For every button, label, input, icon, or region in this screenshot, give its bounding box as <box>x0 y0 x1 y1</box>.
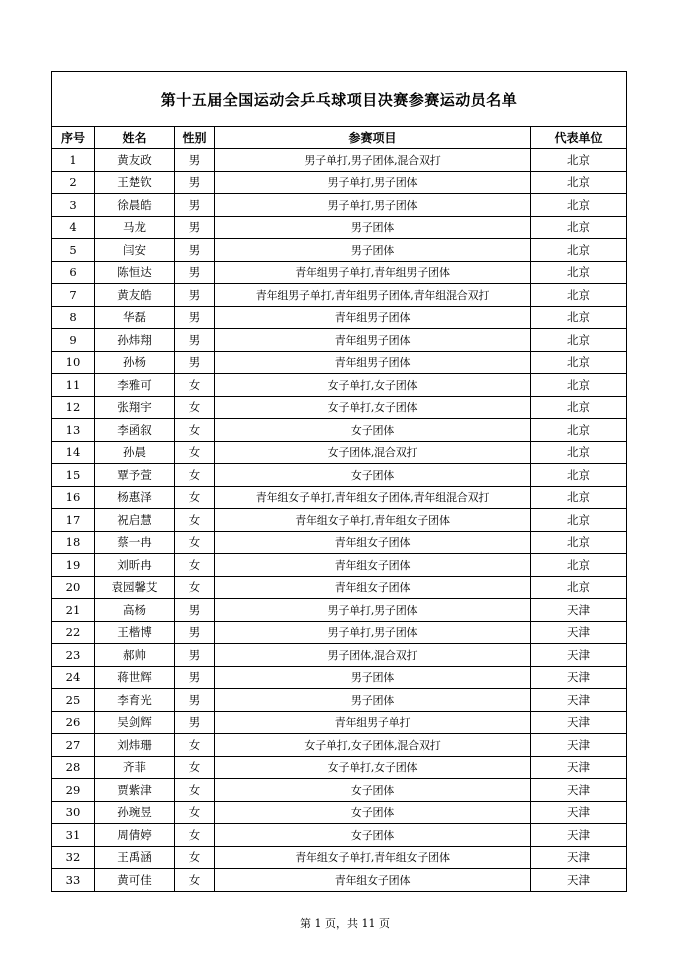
cell-name: 孙晨 <box>95 441 175 464</box>
cell-gender: 男 <box>175 306 215 329</box>
table-row <box>52 306 627 329</box>
cell-events: 女子团体 <box>215 801 531 824</box>
table-row <box>52 284 627 307</box>
cell-name: 高杨 <box>95 599 175 622</box>
cell-index: 9 <box>52 329 95 352</box>
athlete-roster-table <box>51 71 627 892</box>
table-row <box>52 486 627 509</box>
cell-index: 16 <box>52 486 95 509</box>
cell-index: 30 <box>52 801 95 824</box>
table-row <box>52 239 627 262</box>
table-row <box>52 846 627 869</box>
cell-team: 北京 <box>531 531 627 554</box>
cell-name: 黄友皓 <box>95 284 175 307</box>
cell-name: 周倩婷 <box>95 824 175 847</box>
table-row <box>52 216 627 239</box>
cell-index: 5 <box>52 239 95 262</box>
cell-index: 11 <box>52 374 95 397</box>
cell-name: 孙杨 <box>95 351 175 374</box>
cell-name: 王楚钦 <box>95 171 175 194</box>
cell-index: 18 <box>52 531 95 554</box>
cell-gender: 女 <box>175 419 215 442</box>
cell-team: 天津 <box>531 779 627 802</box>
cell-team: 北京 <box>531 239 627 262</box>
cell-team: 天津 <box>531 644 627 667</box>
cell-name: 蔡一冉 <box>95 531 175 554</box>
cell-gender: 女 <box>175 734 215 757</box>
table-row <box>52 329 627 352</box>
table-row <box>52 374 627 397</box>
cell-gender: 男 <box>175 621 215 644</box>
cell-team: 北京 <box>531 554 627 577</box>
cell-index: 19 <box>52 554 95 577</box>
cell-gender: 男 <box>175 329 215 352</box>
cell-name: 袁园馨艾 <box>95 576 175 599</box>
cell-events: 男子单打,男子团体 <box>215 599 531 622</box>
table-row <box>52 779 627 802</box>
cell-index: 28 <box>52 756 95 779</box>
cell-index: 14 <box>52 441 95 464</box>
cell-name: 孙琬昱 <box>95 801 175 824</box>
cell-team: 天津 <box>531 846 627 869</box>
cell-gender: 女 <box>175 509 215 532</box>
cell-events: 男子单打,男子团体 <box>215 621 531 644</box>
cell-gender: 女 <box>175 486 215 509</box>
table-row <box>52 554 627 577</box>
cell-name: 祝启慧 <box>95 509 175 532</box>
cell-team: 北京 <box>531 171 627 194</box>
cell-events: 青年组男子单打,青年组男子团体,青年组混合双打 <box>215 284 531 307</box>
cell-gender: 女 <box>175 374 215 397</box>
table-row <box>52 734 627 757</box>
cell-gender: 男 <box>175 599 215 622</box>
cell-name: 黄友政 <box>95 149 175 172</box>
cell-name: 刘炜珊 <box>95 734 175 757</box>
cell-team: 北京 <box>531 149 627 172</box>
cell-name: 李雅可 <box>95 374 175 397</box>
cell-name: 蒋世辉 <box>95 666 175 689</box>
cell-index: 4 <box>52 216 95 239</box>
cell-name: 徐晨皓 <box>95 194 175 217</box>
cell-gender: 男 <box>175 171 215 194</box>
table-row <box>52 149 627 172</box>
cell-team: 天津 <box>531 801 627 824</box>
cell-events: 女子团体,混合双打 <box>215 441 531 464</box>
table-row <box>52 576 627 599</box>
cell-gender: 男 <box>175 216 215 239</box>
cell-events: 男子团体 <box>215 689 531 712</box>
cell-gender: 女 <box>175 756 215 779</box>
cell-index: 21 <box>52 599 95 622</box>
table-row <box>52 644 627 667</box>
cell-index: 31 <box>52 824 95 847</box>
cell-events: 男子单打,男子团体,混合双打 <box>215 149 531 172</box>
cell-team: 北京 <box>531 464 627 487</box>
table-row <box>52 194 627 217</box>
table-row <box>52 419 627 442</box>
cell-events: 青年组男子团体 <box>215 329 531 352</box>
cell-team: 北京 <box>531 216 627 239</box>
cell-events: 女子团体 <box>215 419 531 442</box>
table-row <box>52 801 627 824</box>
cell-index: 8 <box>52 306 95 329</box>
cell-gender: 女 <box>175 801 215 824</box>
cell-index: 3 <box>52 194 95 217</box>
cell-name: 郝帅 <box>95 644 175 667</box>
cell-team: 北京 <box>531 509 627 532</box>
table-row <box>52 711 627 734</box>
cell-name: 马龙 <box>95 216 175 239</box>
cell-events: 女子单打,女子团体 <box>215 374 531 397</box>
table-row <box>52 531 627 554</box>
cell-name: 贾紫津 <box>95 779 175 802</box>
cell-gender: 男 <box>175 711 215 734</box>
cell-team: 天津 <box>531 711 627 734</box>
table-row <box>52 666 627 689</box>
cell-name: 李函叙 <box>95 419 175 442</box>
table-row <box>52 261 627 284</box>
cell-name: 吴剑辉 <box>95 711 175 734</box>
cell-events: 男子团体,混合双打 <box>215 644 531 667</box>
cell-events: 青年组女子团体 <box>215 531 531 554</box>
column-header-team: 代表单位 <box>531 127 627 149</box>
cell-gender: 男 <box>175 351 215 374</box>
cell-index: 15 <box>52 464 95 487</box>
cell-index: 17 <box>52 509 95 532</box>
cell-gender: 女 <box>175 531 215 554</box>
cell-gender: 男 <box>175 666 215 689</box>
cell-gender: 女 <box>175 554 215 577</box>
cell-gender: 男 <box>175 149 215 172</box>
cell-index: 20 <box>52 576 95 599</box>
table-row <box>52 869 627 892</box>
cell-name: 王楷博 <box>95 621 175 644</box>
cell-index: 12 <box>52 396 95 419</box>
cell-index: 7 <box>52 284 95 307</box>
cell-events: 女子团体 <box>215 464 531 487</box>
cell-gender: 女 <box>175 441 215 464</box>
table-row <box>52 599 627 622</box>
cell-gender: 男 <box>175 689 215 712</box>
cell-team: 北京 <box>531 486 627 509</box>
cell-index: 23 <box>52 644 95 667</box>
cell-team: 北京 <box>531 329 627 352</box>
cell-index: 10 <box>52 351 95 374</box>
cell-events: 青年组女子单打,青年组女子团体,青年组混合双打 <box>215 486 531 509</box>
cell-events: 青年组男子单打 <box>215 711 531 734</box>
cell-name: 闫安 <box>95 239 175 262</box>
cell-team: 北京 <box>531 419 627 442</box>
cell-index: 25 <box>52 689 95 712</box>
cell-gender: 男 <box>175 194 215 217</box>
cell-index: 1 <box>52 149 95 172</box>
cell-events: 男子团体 <box>215 666 531 689</box>
cell-team: 北京 <box>531 261 627 284</box>
table-row <box>52 509 627 532</box>
cell-events: 青年组男子团体 <box>215 306 531 329</box>
column-header-gender: 性别 <box>175 127 215 149</box>
column-header-index: 序号 <box>52 127 95 149</box>
cell-name: 刘昕冉 <box>95 554 175 577</box>
cell-gender: 女 <box>175 846 215 869</box>
cell-events: 男子团体 <box>215 239 531 262</box>
cell-index: 2 <box>52 171 95 194</box>
cell-team: 天津 <box>531 689 627 712</box>
cell-index: 27 <box>52 734 95 757</box>
cell-team: 北京 <box>531 374 627 397</box>
table-row <box>52 756 627 779</box>
table-row <box>52 396 627 419</box>
cell-name: 覃予萱 <box>95 464 175 487</box>
cell-events: 青年组女子单打,青年组女子团体 <box>215 509 531 532</box>
cell-team: 北京 <box>531 576 627 599</box>
cell-name: 齐菲 <box>95 756 175 779</box>
cell-events: 女子单打,女子团体 <box>215 396 531 419</box>
title-row <box>52 72 627 127</box>
cell-index: 22 <box>52 621 95 644</box>
cell-events: 女子团体 <box>215 824 531 847</box>
cell-events: 青年组女子团体 <box>215 576 531 599</box>
cell-index: 33 <box>52 869 95 892</box>
cell-events: 男子单打,男子团体 <box>215 171 531 194</box>
cell-gender: 女 <box>175 779 215 802</box>
cell-name: 陈恒达 <box>95 261 175 284</box>
cell-name: 李育光 <box>95 689 175 712</box>
cell-team: 天津 <box>531 734 627 757</box>
cell-name: 张翔宇 <box>95 396 175 419</box>
cell-gender: 女 <box>175 824 215 847</box>
cell-team: 天津 <box>531 621 627 644</box>
cell-events: 青年组女子团体 <box>215 869 531 892</box>
table-row <box>52 689 627 712</box>
table-row <box>52 464 627 487</box>
cell-team: 北京 <box>531 194 627 217</box>
column-header-name: 姓名 <box>95 127 175 149</box>
cell-name: 杨惠泽 <box>95 486 175 509</box>
header-row <box>52 127 627 149</box>
cell-index: 13 <box>52 419 95 442</box>
cell-index: 29 <box>52 779 95 802</box>
cell-gender: 男 <box>175 644 215 667</box>
cell-index: 24 <box>52 666 95 689</box>
cell-events: 女子单打,女子团体 <box>215 756 531 779</box>
cell-events: 青年组女子团体 <box>215 554 531 577</box>
table-row <box>52 171 627 194</box>
cell-name: 华磊 <box>95 306 175 329</box>
cell-team: 北京 <box>531 441 627 464</box>
table-row <box>52 824 627 847</box>
cell-team: 天津 <box>531 756 627 779</box>
cell-index: 6 <box>52 261 95 284</box>
cell-index: 26 <box>52 711 95 734</box>
cell-events: 男子单打,男子团体 <box>215 194 531 217</box>
cell-gender: 男 <box>175 239 215 262</box>
table-row <box>52 441 627 464</box>
cell-events: 女子单打,女子团体,混合双打 <box>215 734 531 757</box>
cell-events: 青年组男子团体 <box>215 351 531 374</box>
cell-team: 北京 <box>531 351 627 374</box>
cell-team: 天津 <box>531 869 627 892</box>
cell-gender: 男 <box>175 284 215 307</box>
cell-index: 32 <box>52 846 95 869</box>
table-row <box>52 621 627 644</box>
cell-name: 孙炜翔 <box>95 329 175 352</box>
cell-team: 天津 <box>531 599 627 622</box>
cell-name: 黄可佳 <box>95 869 175 892</box>
column-header-events: 参赛项目 <box>215 127 531 149</box>
page-title: 第十五届全国运动会乒乓球项目决赛参赛运动员名单 <box>52 72 627 127</box>
cell-events: 男子团体 <box>215 216 531 239</box>
cell-name: 王禹涵 <box>95 846 175 869</box>
cell-gender: 女 <box>175 396 215 419</box>
cell-team: 北京 <box>531 306 627 329</box>
cell-gender: 女 <box>175 869 215 892</box>
cell-gender: 女 <box>175 464 215 487</box>
cell-team: 天津 <box>531 824 627 847</box>
cell-events: 女子团体 <box>215 779 531 802</box>
cell-team: 北京 <box>531 284 627 307</box>
cell-gender: 女 <box>175 576 215 599</box>
cell-events: 青年组男子单打,青年组男子团体 <box>215 261 531 284</box>
cell-gender: 男 <box>175 261 215 284</box>
table-row <box>52 351 627 374</box>
cell-team: 天津 <box>531 666 627 689</box>
cell-events: 青年组女子单打,青年组女子团体 <box>215 846 531 869</box>
cell-team: 北京 <box>531 396 627 419</box>
page-footer: 第 1 页，共 11 页 <box>300 917 390 930</box>
